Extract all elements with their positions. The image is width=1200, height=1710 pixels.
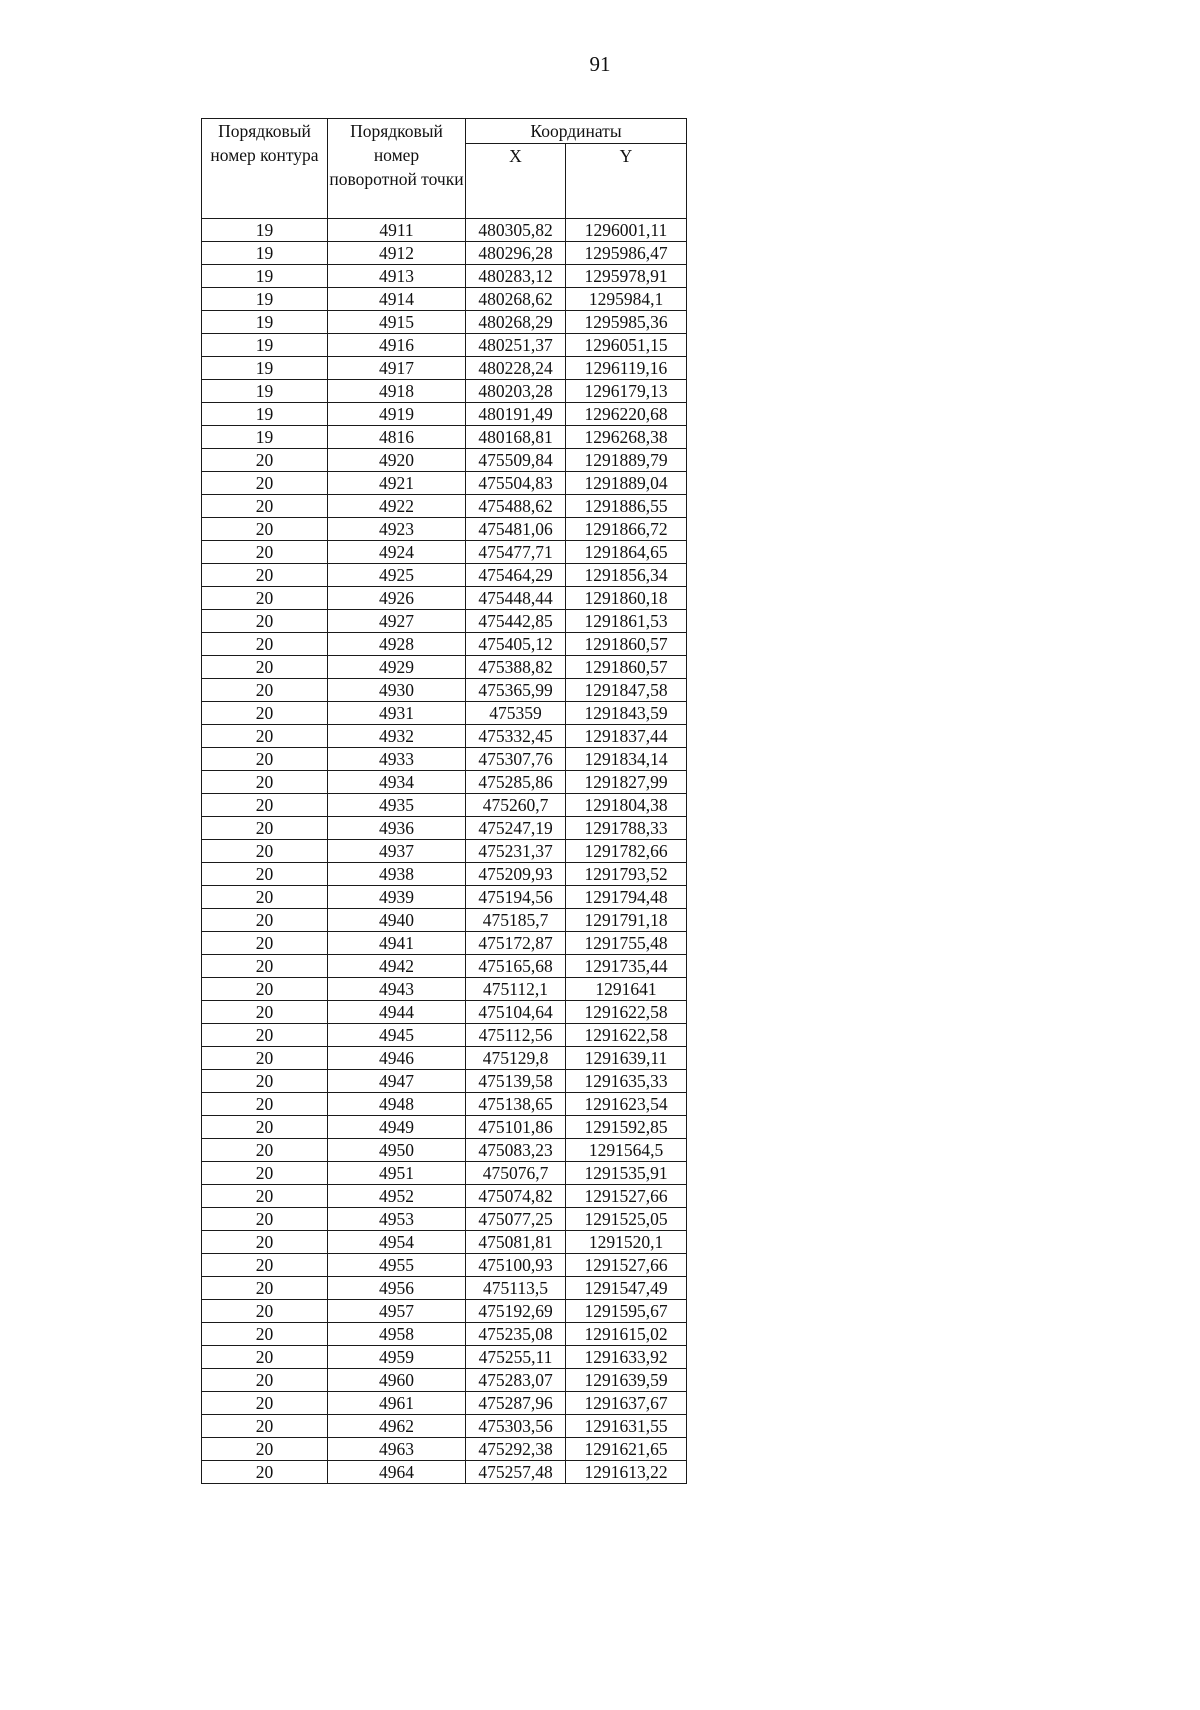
table-row [202, 449, 687, 472]
contour-number-cell: 20 [202, 863, 328, 886]
point-number-cell: 4918 [328, 380, 466, 403]
y-coordinate-cell: 1291621,65 [566, 1438, 687, 1461]
contour-number-cell: 20 [202, 1369, 328, 1392]
y-coordinate-cell: 1291525,05 [566, 1208, 687, 1231]
contour-number-cell: 20 [202, 1277, 328, 1300]
contour-number-cell: 20 [202, 518, 328, 541]
x-coordinate-cell: 475112,1 [466, 978, 566, 1001]
y-coordinate-cell: 1296179,13 [566, 380, 687, 403]
point-number-cell: 4936 [328, 817, 466, 840]
x-coordinate-cell: 475292,38 [466, 1438, 566, 1461]
x-coordinate-cell: 475488,62 [466, 495, 566, 518]
point-number-cell: 4956 [328, 1277, 466, 1300]
y-coordinate-cell: 1291637,67 [566, 1392, 687, 1415]
table-row [202, 242, 687, 265]
contour-number-cell: 20 [202, 1116, 328, 1139]
table-row [202, 1070, 687, 1093]
x-header: X [466, 144, 566, 219]
point-number-cell: 4922 [328, 495, 466, 518]
x-coordinate-cell: 475260,7 [466, 794, 566, 817]
table-row [202, 748, 687, 771]
x-coordinate-cell: 475138,65 [466, 1093, 566, 1116]
x-coordinate-cell: 475185,7 [466, 909, 566, 932]
table-row [202, 1185, 687, 1208]
point-number-cell: 4930 [328, 679, 466, 702]
point-number-cell: 4950 [328, 1139, 466, 1162]
x-coordinate-cell: 475113,5 [466, 1277, 566, 1300]
table-row [202, 288, 687, 311]
table-row [202, 817, 687, 840]
table-row [202, 1415, 687, 1438]
point-number-cell: 4924 [328, 541, 466, 564]
point-number-cell: 4913 [328, 265, 466, 288]
x-coordinate-cell: 475104,64 [466, 1001, 566, 1024]
contour-number-cell: 20 [202, 794, 328, 817]
contour-number-cell: 20 [202, 978, 328, 1001]
point-number-cell: 4952 [328, 1185, 466, 1208]
y-coordinate-cell: 1291804,38 [566, 794, 687, 817]
x-coordinate-cell: 480296,28 [466, 242, 566, 265]
table-row [202, 1208, 687, 1231]
table-row [202, 955, 687, 978]
y-coordinate-cell: 1291860,57 [566, 633, 687, 656]
contour-number-cell: 20 [202, 886, 328, 909]
point-number-cell: 4949 [328, 1116, 466, 1139]
y-coordinate-cell: 1291535,91 [566, 1162, 687, 1185]
point-number-cell: 4915 [328, 311, 466, 334]
point-number-cell: 4934 [328, 771, 466, 794]
point-number-cell: 4937 [328, 840, 466, 863]
x-coordinate-cell: 475464,29 [466, 564, 566, 587]
table-row [202, 771, 687, 794]
y-coordinate-cell: 1291639,11 [566, 1047, 687, 1070]
table-row [202, 1093, 687, 1116]
y-coordinate-cell: 1295978,91 [566, 265, 687, 288]
y-coordinate-cell: 1296001,11 [566, 219, 687, 242]
x-coordinate-cell: 480251,37 [466, 334, 566, 357]
y-coordinate-cell: 1291834,14 [566, 748, 687, 771]
y-coordinate-cell: 1291527,66 [566, 1185, 687, 1208]
point-number-cell: 4944 [328, 1001, 466, 1024]
x-coordinate-cell: 475332,45 [466, 725, 566, 748]
y-coordinate-cell: 1291622,58 [566, 1001, 687, 1024]
x-coordinate-cell: 475139,58 [466, 1070, 566, 1093]
contour-number-cell: 20 [202, 909, 328, 932]
point-number-cell: 4948 [328, 1093, 466, 1116]
contour-number-cell: 20 [202, 840, 328, 863]
table-row [202, 840, 687, 863]
x-coordinate-cell: 475247,19 [466, 817, 566, 840]
y-coordinate-cell: 1291635,33 [566, 1070, 687, 1093]
table-row [202, 725, 687, 748]
table-row [202, 1461, 687, 1484]
contour-number-cell: 20 [202, 1185, 328, 1208]
table-row [202, 656, 687, 679]
contour-number-cell: 20 [202, 771, 328, 794]
contour-number-cell: 19 [202, 357, 328, 380]
point-number-cell: 4945 [328, 1024, 466, 1047]
point-number-cell: 4931 [328, 702, 466, 725]
x-coordinate-cell: 475303,56 [466, 1415, 566, 1438]
table-row [202, 1277, 687, 1300]
y-coordinate-cell: 1291595,67 [566, 1300, 687, 1323]
contour-number-cell: 20 [202, 495, 328, 518]
y-coordinate-cell: 1291847,58 [566, 679, 687, 702]
point-number-cell: 4964 [328, 1461, 466, 1484]
point-number-cell: 4917 [328, 357, 466, 380]
y-coordinate-cell: 1291631,55 [566, 1415, 687, 1438]
x-coordinate-cell: 475481,06 [466, 518, 566, 541]
y-coordinate-cell: 1291641 [566, 978, 687, 1001]
y-coordinate-cell: 1296268,38 [566, 426, 687, 449]
contour-number-cell: 20 [202, 1438, 328, 1461]
table-body [202, 219, 687, 1484]
table-row [202, 1047, 687, 1070]
table-row [202, 1001, 687, 1024]
table-row [202, 564, 687, 587]
y-coordinate-cell: 1291861,53 [566, 610, 687, 633]
y-coordinate-cell: 1291889,04 [566, 472, 687, 495]
point-number-cell: 4959 [328, 1346, 466, 1369]
table-row [202, 311, 687, 334]
table-row [202, 1162, 687, 1185]
contour-number-cell: 20 [202, 587, 328, 610]
table-row [202, 978, 687, 1001]
x-coordinate-cell: 475359 [466, 702, 566, 725]
table-row [202, 1392, 687, 1415]
table-row [202, 495, 687, 518]
table-row [202, 702, 687, 725]
point-number-cell: 4926 [328, 587, 466, 610]
table-row [202, 426, 687, 449]
x-coordinate-cell: 475283,07 [466, 1369, 566, 1392]
x-coordinate-cell: 475165,68 [466, 955, 566, 978]
x-coordinate-cell: 480191,49 [466, 403, 566, 426]
point-number-cell: 4925 [328, 564, 466, 587]
contour-number-cell: 20 [202, 702, 328, 725]
point-number-cell: 4921 [328, 472, 466, 495]
contour-number-cell: 20 [202, 1024, 328, 1047]
table-row [202, 219, 687, 242]
table-row [202, 1254, 687, 1277]
y-coordinate-cell: 1291755,48 [566, 932, 687, 955]
contour-number-cell: 19 [202, 403, 328, 426]
contour-number-cell: 20 [202, 1346, 328, 1369]
point-number-cell: 4914 [328, 288, 466, 311]
y-coordinate-cell: 1291622,58 [566, 1024, 687, 1047]
contour-number-cell: 19 [202, 288, 328, 311]
table-row [202, 1024, 687, 1047]
x-coordinate-cell: 475074,82 [466, 1185, 566, 1208]
coordinates-table [201, 118, 687, 1484]
contour-number-header: Порядковый номер контура [202, 119, 328, 219]
point-number-cell: 4935 [328, 794, 466, 817]
x-coordinate-cell: 480283,12 [466, 265, 566, 288]
x-coordinate-cell: 475209,93 [466, 863, 566, 886]
y-coordinate-cell: 1291856,34 [566, 564, 687, 587]
table-row [202, 1300, 687, 1323]
table-row [202, 863, 687, 886]
point-number-cell: 4920 [328, 449, 466, 472]
x-coordinate-cell: 475235,08 [466, 1323, 566, 1346]
table-row [202, 541, 687, 564]
table-row [202, 357, 687, 380]
x-coordinate-cell: 475112,56 [466, 1024, 566, 1047]
contour-number-cell: 20 [202, 1300, 328, 1323]
y-coordinate-cell: 1291794,48 [566, 886, 687, 909]
y-coordinate-cell: 1291613,22 [566, 1461, 687, 1484]
x-coordinate-cell: 475504,83 [466, 472, 566, 495]
contour-number-cell: 20 [202, 748, 328, 771]
contour-number-cell: 20 [202, 1093, 328, 1116]
table-row [202, 1346, 687, 1369]
table-row [202, 633, 687, 656]
point-number-cell: 4938 [328, 863, 466, 886]
x-coordinate-cell: 475448,44 [466, 587, 566, 610]
x-coordinate-cell: 475231,37 [466, 840, 566, 863]
contour-number-cell: 20 [202, 564, 328, 587]
table-header [202, 119, 687, 219]
point-number-cell: 4947 [328, 1070, 466, 1093]
y-coordinate-cell: 1291592,85 [566, 1116, 687, 1139]
x-coordinate-cell: 475509,84 [466, 449, 566, 472]
table-row [202, 1438, 687, 1461]
x-coordinate-cell: 475129,8 [466, 1047, 566, 1070]
table-row [202, 1369, 687, 1392]
table-row [202, 1139, 687, 1162]
x-coordinate-cell: 475287,96 [466, 1392, 566, 1415]
contour-number-cell: 19 [202, 334, 328, 357]
x-coordinate-cell: 475388,82 [466, 656, 566, 679]
contour-number-cell: 20 [202, 472, 328, 495]
contour-number-cell: 20 [202, 1323, 328, 1346]
x-coordinate-cell: 475081,81 [466, 1231, 566, 1254]
table-row [202, 610, 687, 633]
x-coordinate-cell: 475101,86 [466, 1116, 566, 1139]
contour-number-cell: 19 [202, 242, 328, 265]
y-coordinate-cell: 1291633,92 [566, 1346, 687, 1369]
point-number-cell: 4960 [328, 1369, 466, 1392]
contour-number-cell: 19 [202, 265, 328, 288]
point-number-cell: 4932 [328, 725, 466, 748]
point-number-cell: 4962 [328, 1415, 466, 1438]
y-coordinate-cell: 1291837,44 [566, 725, 687, 748]
table-row [202, 587, 687, 610]
table-row [202, 1116, 687, 1139]
point-number-cell: 4963 [328, 1438, 466, 1461]
y-coordinate-cell: 1291793,52 [566, 863, 687, 886]
x-coordinate-cell: 475285,86 [466, 771, 566, 794]
point-number-cell: 4961 [328, 1392, 466, 1415]
y-coordinate-cell: 1296220,68 [566, 403, 687, 426]
coordinates-header: Координаты [466, 119, 687, 144]
contour-number-cell: 20 [202, 1461, 328, 1484]
x-coordinate-cell: 475100,93 [466, 1254, 566, 1277]
y-coordinate-cell: 1291639,59 [566, 1369, 687, 1392]
contour-number-cell: 20 [202, 1231, 328, 1254]
point-number-cell: 4953 [328, 1208, 466, 1231]
y-coordinate-cell: 1291889,79 [566, 449, 687, 472]
contour-number-cell: 19 [202, 311, 328, 334]
table-row [202, 886, 687, 909]
point-number-cell: 4927 [328, 610, 466, 633]
table-row [202, 518, 687, 541]
x-coordinate-cell: 475257,48 [466, 1461, 566, 1484]
x-coordinate-cell: 475477,71 [466, 541, 566, 564]
point-number-cell: 4912 [328, 242, 466, 265]
x-coordinate-cell: 475192,69 [466, 1300, 566, 1323]
y-coordinate-cell: 1291791,18 [566, 909, 687, 932]
table-row [202, 932, 687, 955]
x-coordinate-cell: 475255,11 [466, 1346, 566, 1369]
y-coordinate-cell: 1291886,55 [566, 495, 687, 518]
contour-number-cell: 19 [202, 426, 328, 449]
contour-number-cell: 20 [202, 817, 328, 840]
x-coordinate-cell: 475307,76 [466, 748, 566, 771]
point-number-cell: 4916 [328, 334, 466, 357]
x-coordinate-cell: 480305,82 [466, 219, 566, 242]
y-coordinate-cell: 1295985,36 [566, 311, 687, 334]
y-coordinate-cell: 1291866,72 [566, 518, 687, 541]
y-coordinate-cell: 1291843,59 [566, 702, 687, 725]
contour-number-cell: 20 [202, 679, 328, 702]
contour-number-cell: 20 [202, 1415, 328, 1438]
y-coordinate-cell: 1291860,57 [566, 656, 687, 679]
point-number-cell: 4955 [328, 1254, 466, 1277]
x-coordinate-cell: 480228,24 [466, 357, 566, 380]
y-coordinate-cell: 1291788,33 [566, 817, 687, 840]
contour-number-cell: 20 [202, 633, 328, 656]
point-number-cell: 4919 [328, 403, 466, 426]
table-row [202, 1323, 687, 1346]
table-row [202, 909, 687, 932]
x-coordinate-cell: 475076,7 [466, 1162, 566, 1185]
point-number-cell: 4941 [328, 932, 466, 955]
point-number-cell: 4939 [328, 886, 466, 909]
contour-number-cell: 20 [202, 1162, 328, 1185]
x-coordinate-cell: 475194,56 [466, 886, 566, 909]
x-coordinate-cell: 480203,28 [466, 380, 566, 403]
table-row [202, 265, 687, 288]
point-number-cell: 4933 [328, 748, 466, 771]
x-coordinate-cell: 475365,99 [466, 679, 566, 702]
y-coordinate-cell: 1291864,65 [566, 541, 687, 564]
y-coordinate-cell: 1291520,1 [566, 1231, 687, 1254]
point-number-cell: 4943 [328, 978, 466, 1001]
point-number-cell: 4929 [328, 656, 466, 679]
x-coordinate-cell: 475077,25 [466, 1208, 566, 1231]
y-coordinate-cell: 1291860,18 [566, 587, 687, 610]
contour-number-cell: 19 [202, 219, 328, 242]
point-number-cell: 4957 [328, 1300, 466, 1323]
contour-number-cell: 20 [202, 1208, 328, 1231]
y-coordinate-cell: 1295984,1 [566, 288, 687, 311]
contour-number-cell: 20 [202, 1070, 328, 1093]
y-coordinate-cell: 1295986,47 [566, 242, 687, 265]
table-row [202, 403, 687, 426]
turning-point-number-header: Порядковый номер поворотной точки [328, 119, 466, 219]
y-coordinate-cell: 1291735,44 [566, 955, 687, 978]
point-number-cell: 4954 [328, 1231, 466, 1254]
point-number-cell: 4942 [328, 955, 466, 978]
x-coordinate-cell: 480268,29 [466, 311, 566, 334]
y-coordinate-cell: 1291564,5 [566, 1139, 687, 1162]
y-coordinate-cell: 1296051,15 [566, 334, 687, 357]
point-number-cell: 4928 [328, 633, 466, 656]
x-coordinate-cell: 475172,87 [466, 932, 566, 955]
page-number: 91 [589, 52, 611, 76]
y-header: Y [566, 144, 687, 219]
y-coordinate-cell: 1291782,66 [566, 840, 687, 863]
point-number-cell: 4958 [328, 1323, 466, 1346]
x-coordinate-cell: 475405,12 [466, 633, 566, 656]
contour-number-cell: 20 [202, 932, 328, 955]
table-row [202, 334, 687, 357]
contour-number-cell: 20 [202, 656, 328, 679]
table-row [202, 679, 687, 702]
y-coordinate-cell: 1291827,99 [566, 771, 687, 794]
point-number-cell: 4911 [328, 219, 466, 242]
point-number-cell: 4940 [328, 909, 466, 932]
point-number-cell: 4946 [328, 1047, 466, 1070]
contour-number-cell: 20 [202, 955, 328, 978]
contour-number-cell: 20 [202, 1392, 328, 1415]
x-coordinate-cell: 475442,85 [466, 610, 566, 633]
table-row [202, 794, 687, 817]
contour-number-cell: 20 [202, 449, 328, 472]
table-row [202, 1231, 687, 1254]
y-coordinate-cell: 1296119,16 [566, 357, 687, 380]
x-coordinate-cell: 480268,62 [466, 288, 566, 311]
point-number-cell: 4923 [328, 518, 466, 541]
contour-number-cell: 20 [202, 610, 328, 633]
contour-number-cell: 20 [202, 1139, 328, 1162]
y-coordinate-cell: 1291615,02 [566, 1323, 687, 1346]
contour-number-cell: 20 [202, 1047, 328, 1070]
contour-number-cell: 20 [202, 725, 328, 748]
point-number-cell: 4951 [328, 1162, 466, 1185]
y-coordinate-cell: 1291623,54 [566, 1093, 687, 1116]
contour-number-cell: 20 [202, 541, 328, 564]
contour-number-cell: 19 [202, 380, 328, 403]
table-row [202, 472, 687, 495]
y-coordinate-cell: 1291527,66 [566, 1254, 687, 1277]
y-coordinate-cell: 1291547,49 [566, 1277, 687, 1300]
contour-number-cell: 20 [202, 1001, 328, 1024]
point-number-cell: 4816 [328, 426, 466, 449]
x-coordinate-cell: 480168,81 [466, 426, 566, 449]
contour-number-cell: 20 [202, 1254, 328, 1277]
x-coordinate-cell: 475083,23 [466, 1139, 566, 1162]
table-row [202, 380, 687, 403]
